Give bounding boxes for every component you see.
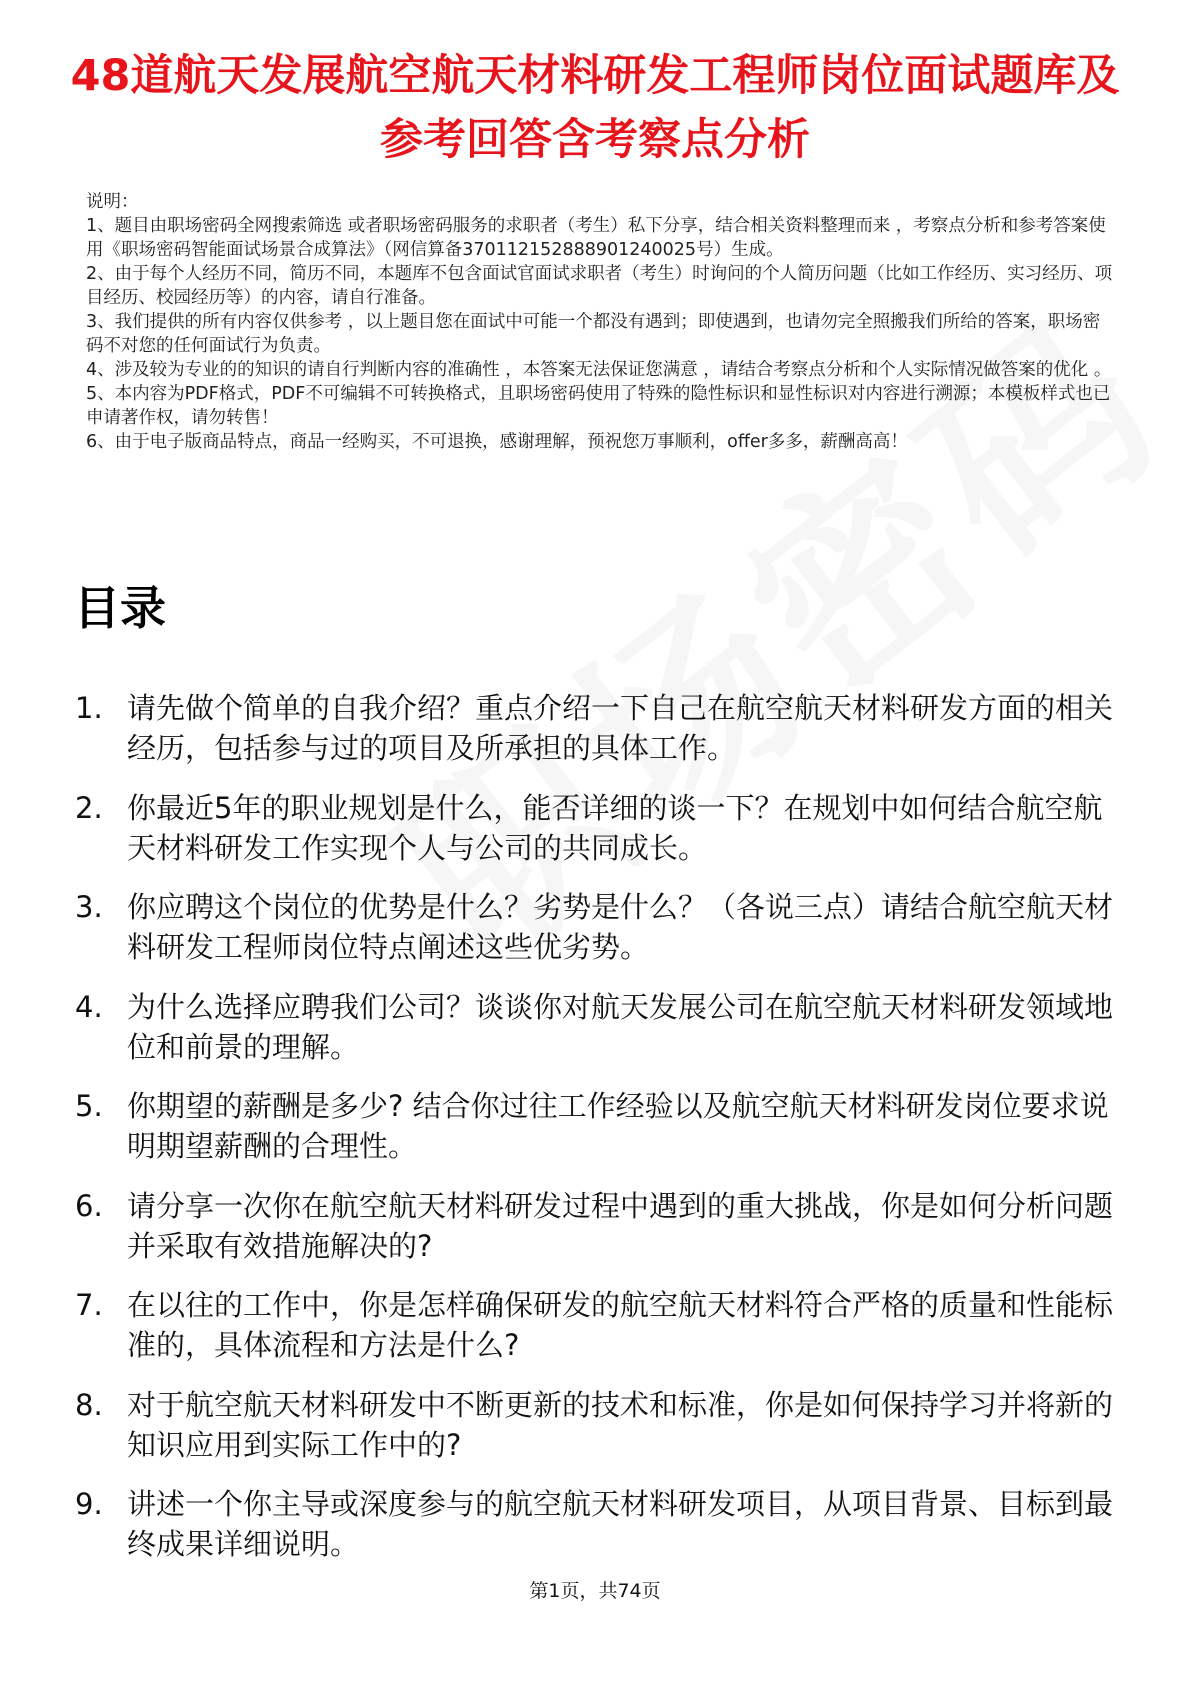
toc-item-text: 请分享一次你在航空航天材料研发过程中遇到的重大挑战，你是如何分析问题并采取有效措施解决的? bbox=[127, 1188, 1114, 1263]
toc-item-number: 8. bbox=[75, 1387, 103, 1422]
toc-item-number: 7. bbox=[75, 1288, 103, 1322]
notes-section bbox=[86, 190, 1116, 454]
toc-item-text: 对于航空航天材料研发中不断更新的技术和标准，你是如何保持学习并将新的知识应用到实际工作中的? bbox=[127, 1387, 1114, 1462]
toc-item-text: 为什么选择应聘我们公司？谈谈你对航天发展公司在航空航天材料研发领域地位和前景的理解。 bbox=[127, 989, 1114, 1064]
document-title: 48道航天发展航空航天材料研发工程师岗位面试题库及参考回答含考察点分析 bbox=[70, 51, 1120, 165]
toc-item-text: 你最近5年的职业规划是什么，能否详细的谈一下？在规划中如何结合航空航天材料研发工作实现个人与公司的共同成长。 bbox=[127, 790, 1103, 865]
toc-heading: 目录 bbox=[74, 581, 166, 635]
toc-item-number: 2. bbox=[75, 790, 103, 825]
toc-item-text: 请先做个简单的自我介绍？重点介绍一下自己在航空航天材料研发方面的相关经历，包括参与过的项目及所承担的具体工作。 bbox=[127, 691, 1114, 765]
toc-item[interactable] bbox=[75, 1285, 1125, 1365]
toc-item[interactable] bbox=[75, 1385, 1125, 1465]
toc-item-number: 3. bbox=[75, 890, 103, 924]
toc-item[interactable] bbox=[75, 688, 1125, 768]
toc-item[interactable] bbox=[75, 1086, 1125, 1166]
toc-item[interactable] bbox=[75, 1484, 1125, 1564]
toc-item-text: 在以往的工作中，你是怎样确保研发的航空航天材料符合严格的质量和性能标准的，具体流程和方法是什么? bbox=[127, 1288, 1114, 1362]
toc-item-number: 1. bbox=[75, 691, 103, 725]
toc-item[interactable] bbox=[75, 1186, 1125, 1266]
toc-item-text: 讲述一个你主导或深度参与的航空航天材料研发项目，从项目背景、目标到最终成果详细说明。 bbox=[127, 1487, 1114, 1561]
note-item: 5、本内容为PDF格式，PDF不可编辑不可转换格式，且职场密码使用了特殊的隐性标识和显性标识对内容进行溯源；本模板样式也已申请著作权，请勿转售！ bbox=[86, 384, 1111, 428]
note-item: 6、由于电子版商品特点，商品一经购买，不可退换，感谢理解，预祝您万事顺利，offer多多，薪酬高高！ bbox=[86, 432, 908, 452]
notes-label: 说明： bbox=[86, 192, 139, 212]
page-footer: 第1页，共74页 bbox=[529, 1580, 661, 1602]
toc-item-number: 6. bbox=[75, 1188, 103, 1223]
note-item: 3、我们提供的所有内容仅供参考 ，以上题目您在面试中可能一个都没有遇到；即使遇到，也请勿完全照搬我们所给的答案，职场密码不对您的任何面试行为负责。 bbox=[86, 312, 1101, 356]
toc-list bbox=[75, 688, 1125, 1584]
toc-item-number: 5. bbox=[75, 1089, 103, 1123]
toc-item-number: 4. bbox=[75, 989, 103, 1024]
note-item: 1、题目由职场密码全网搜索筛选 或者职场密码服务的求职者（考生）私下分享，结合相关资料整理而来 ，考察点分析和参考答案使用《职场密码智能面试场景合成算法》（网信算备370112152888901240025号）生成。 bbox=[86, 216, 1106, 260]
toc-item[interactable] bbox=[75, 887, 1125, 967]
toc-item[interactable] bbox=[75, 987, 1125, 1067]
toc-item-text: 你应聘这个岗位的优势是什么？劣势是什么？（各说三点）请结合航空航天材料研发工程师岗位特点阐述这些优劣势。 bbox=[127, 890, 1114, 964]
toc-item-text: 你期望的薪酬是多少? 结合你过往工作经验以及航空航天材料研发岗位要求说明期望薪酬的合理性。 bbox=[127, 1089, 1109, 1163]
note-item: 2、由于每个人经历不同，简历不同，本题库不包含面试官面试求职者（考生）时询问的个人简历问题（比如工作经历、实习经历、项目经历、校园经历等）的内容，请自行准备。 bbox=[86, 264, 1113, 308]
note-item: 4、涉及较为专业的的知识的请自行判断内容的准确性 ，本答案无法保证您满意 ，请结合考察点分析和个人实际情况做答案的优化 。 bbox=[86, 360, 1112, 380]
toc-item[interactable] bbox=[75, 788, 1125, 868]
toc-item-number: 9. bbox=[75, 1487, 103, 1521]
